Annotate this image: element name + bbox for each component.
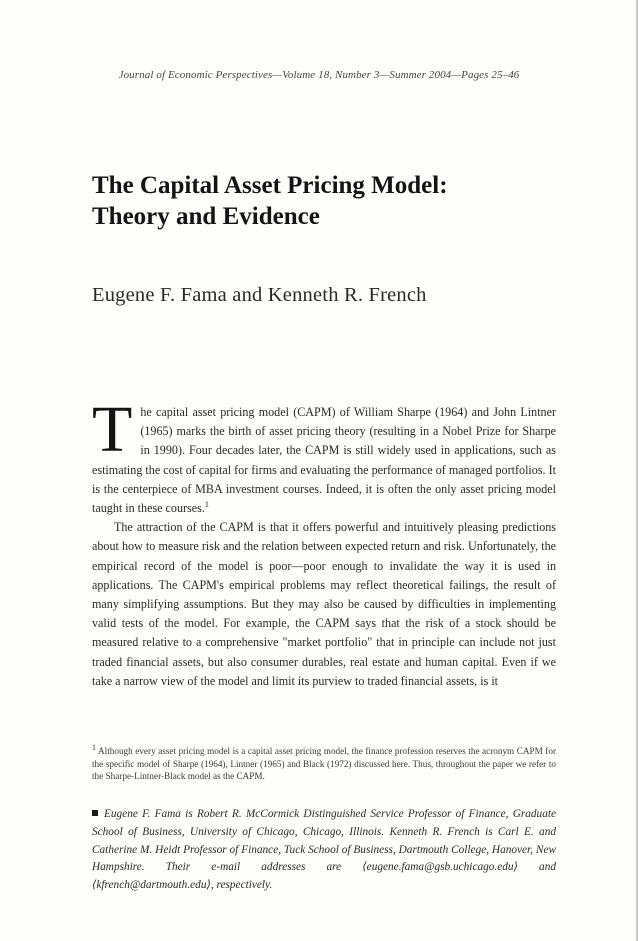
drop-cap: T bbox=[92, 393, 133, 466]
running-head: Journal of Economic Perspectives—Volume 18, Number 3—Summer 2004—Pages 25–46 bbox=[118, 69, 520, 81]
author-affiliation-note bbox=[92, 806, 556, 895]
title-line-1: The Capital Asset Pricing Model: bbox=[92, 172, 448, 199]
footnote-reference[interactable]: 1 bbox=[204, 499, 209, 509]
footnote-text: Although every asset pricing model is a capital asset pricing model, the finance profession reserves the acronym CAPM for the specific model of Sharpe (1964), Lintner (1965) and Black (1972) discussed here. Thus, throughout the paper we refer to the Sharpe-Lintner-Black model as the CAPM. bbox=[92, 746, 557, 782]
footnote-number: 1 bbox=[92, 742, 96, 752]
article-authors: Eugene F. Fama and Kenneth R. French bbox=[92, 284, 427, 306]
article-title bbox=[92, 170, 562, 232]
title-line-2: Theory and Evidence bbox=[92, 203, 320, 230]
square-bullet-icon bbox=[92, 810, 98, 816]
paragraph-1 bbox=[92, 393, 556, 518]
paragraph-1-text: he capital asset pricing model (CAPM) of William Sharpe (1964) and John Lintner (1965) marks the birth of asset pricing theory (resulting in a Nobel Prize for Sharpe in 1990). Four decades later, the CAPM is still widely used in applications, such as estimating the cost of capital for firms and evaluating the performance of managed portfolios. It is the centerpiece of MBA investment courses. Indeed, it is often the only asset pricing model taught in these courses. bbox=[92, 405, 556, 516]
author-note-text: Eugene F. Fama is Robert R. McCormick Distinguished Service Professor of Finance, Graduate School of Business, University of Chicago, Chicago, Illinois. Kenneth R. French is Carl E. and Catherine M. Heidt Professor of Finance, Tuck School of Business, Dartmouth College, Hanover, New Hampshire. Their e-mail addresses are ⟨eugene.fama@gsb.uchicago.edu⟩ and ⟨kfrench@dartmouth.edu⟩, respectively. bbox=[92, 808, 556, 892]
paragraph-2: The attraction of the CAPM is that it offers powerful and intuitively pleasing predictions about how to measure risk and the relation between expected return and risk. Unfortunately, the empirical record of the model is poor—poor enough to invalidate the way it is used in applications. The CAPM's empirical problems may reflect theoretical failings, the result of many simplifying assumptions. But they may also be caused by difficulties in implementing valid tests of the model. For example, the CAPM says that the risk of a stock should be measured relative to a comprehensive "market portfolio" that in principle can include not just traded financial assets, but also consumer durables, real estate and human capital. Even if we take a narrow view of the model and limit its purview to traded financial assets, is it bbox=[92, 520, 556, 688]
article-body bbox=[92, 393, 556, 691]
footnote bbox=[92, 742, 557, 783]
